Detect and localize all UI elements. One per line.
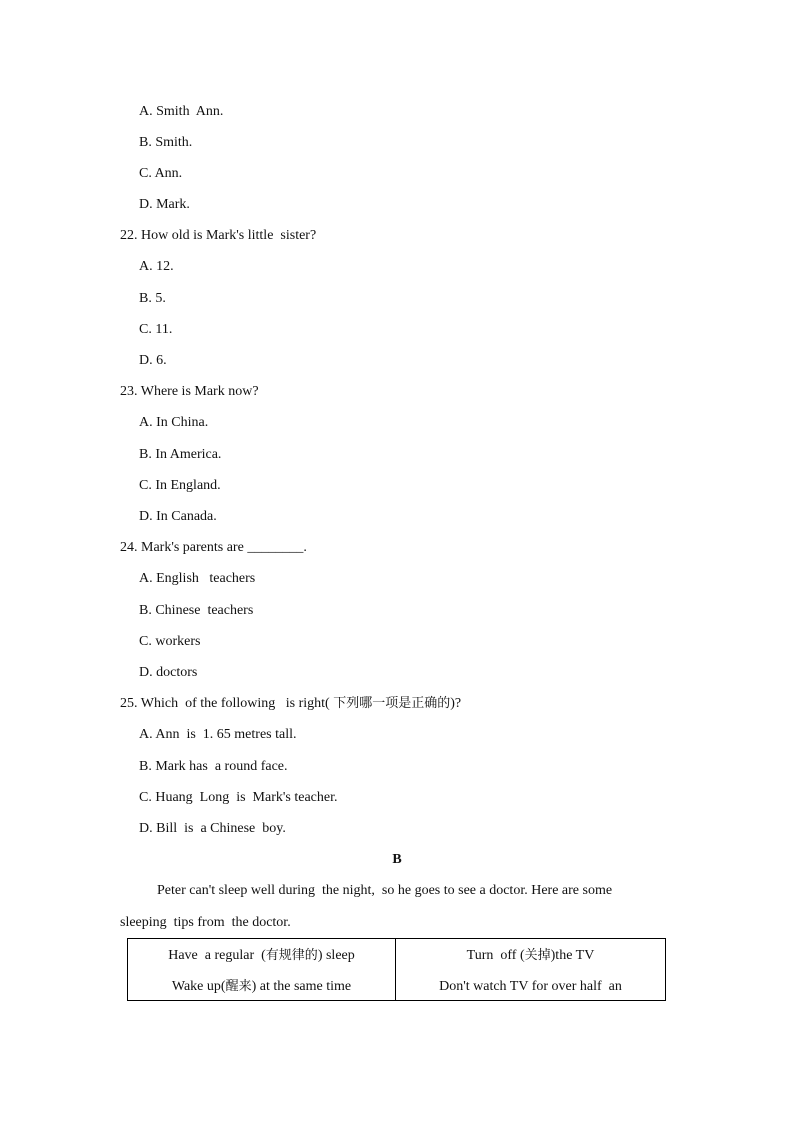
q24-option-a: A. English teachers: [139, 571, 256, 586]
q21-option-b: B. Smith.: [139, 135, 193, 150]
q22-option-b: B. 5.: [139, 291, 166, 306]
tip-turn-off-tv-pre: Turn off (: [466, 948, 525, 963]
q23-stem: 23. Where is Mark now?: [120, 384, 259, 399]
q25-option-c: C. Huang Long is Mark's teacher.: [139, 790, 338, 805]
tips-left-cell: [128, 939, 396, 1000]
q24-option-d: D. doctors: [139, 665, 198, 680]
tip-dont-watch-tv: Don't watch TV for over half an: [439, 979, 622, 994]
tip-turn-off-tv-post: )the TV: [550, 948, 595, 963]
q23-option-d: D. In Canada.: [139, 509, 217, 524]
q25-stem-post: )?: [450, 696, 462, 711]
q23-option-b: B. In America.: [139, 447, 222, 462]
section-b-paragraph-line1: Peter can't sleep well during the night, so he goes to see a doctor. Here are some: [157, 883, 613, 898]
q25-option-d: D. Bill is a Chinese boy.: [139, 821, 286, 836]
q22-option-a: A. 12.: [139, 259, 174, 274]
q25-option-b: B. Mark has a round face.: [139, 759, 288, 774]
tip-regular-sleep-cjk: 有规律的: [265, 948, 318, 963]
q23-option-a: A. In China.: [139, 415, 209, 430]
tip-regular-sleep-pre: Have a regular (: [168, 948, 266, 963]
q25-stem-cjk: 下列哪一项是正确的: [333, 696, 451, 711]
section-b-heading: B: [392, 852, 402, 867]
q25-option-a: A. Ann is 1. 65 metres tall.: [139, 727, 297, 742]
q23-option-c: C. In England.: [139, 478, 221, 493]
tip-wake-up-post: ) at the same time: [251, 979, 352, 994]
sleeping-tips-table: [127, 938, 666, 1001]
q21-option-a: A. Smith Ann.: [139, 104, 224, 119]
section-b-paragraph-line2: sleeping tips from the doctor.: [120, 915, 291, 930]
q22-option-c: C. 11.: [139, 322, 173, 337]
q25-stem: [120, 694, 461, 714]
tip-turn-off-tv: [396, 946, 665, 966]
q24-stem: 24. Mark's parents are ________.: [120, 540, 307, 555]
tip-wake-up-cjk: 醒来: [225, 979, 252, 994]
tip-regular-sleep-post: ) sleep: [317, 948, 355, 963]
tip-regular-sleep: [128, 946, 395, 966]
q25-stem-pre: 25. Which of the following is right(: [120, 696, 334, 711]
q21-option-d: D. Mark.: [139, 197, 190, 212]
q22-option-d: D. 6.: [139, 353, 167, 368]
tips-right-cell: [396, 939, 665, 1000]
tip-wake-up-pre: Wake up(: [171, 979, 226, 994]
q24-option-c: C. workers: [139, 634, 201, 649]
q24-option-b: B. Chinese teachers: [139, 603, 254, 618]
tip-wake-up: [128, 977, 395, 997]
q21-option-c: C. Ann.: [139, 166, 183, 181]
q22-stem: 22. How old is Mark's little sister?: [120, 228, 317, 243]
tip-turn-off-tv-cjk: 关掉: [524, 948, 551, 963]
